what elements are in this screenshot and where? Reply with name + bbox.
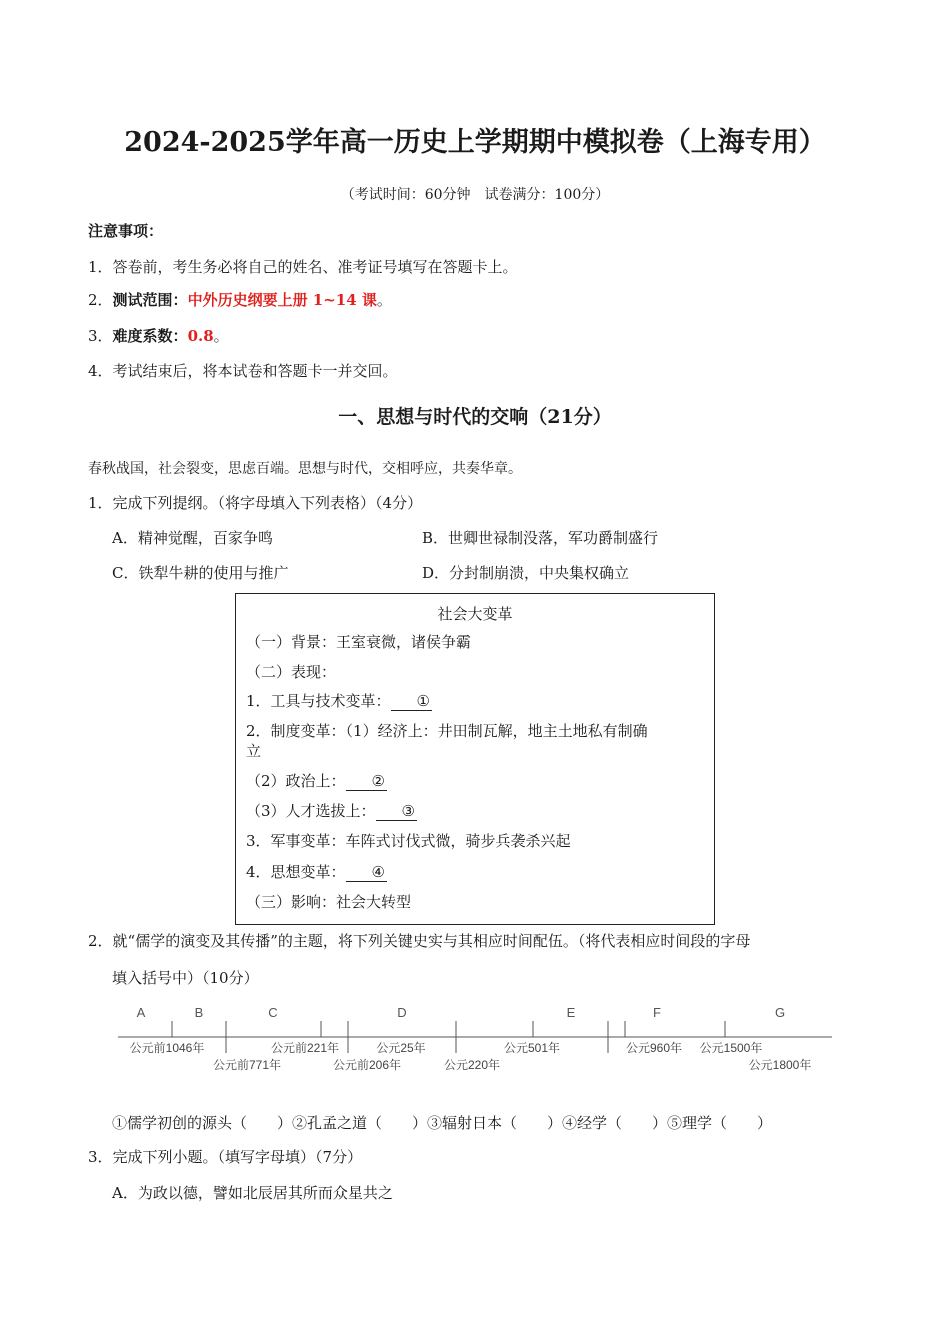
period-b: B (194, 1005, 204, 1020)
q1-option-d: D．分封制崩溃，中央集权确立 (422, 564, 630, 582)
outline-tools (246, 690, 432, 711)
notice-item-3-number: 3． (88, 327, 113, 345)
blank-4[interactable]: ④ (346, 864, 387, 882)
q1-option-b: B．世卿世禄制没落，军功爵制盛行 (422, 529, 659, 547)
q1-option-a: A．精神觉醒，百家争鸣 (112, 529, 273, 547)
period-f: F (653, 1005, 661, 1020)
question-3-stem: 3．完成下列小题。（填写字母填）（7分） (88, 1148, 363, 1166)
blank-2[interactable]: ② (346, 773, 387, 791)
timeline (0, 995, 950, 1085)
outline-politics-label: （2）政治上： (246, 772, 346, 790)
period-d: D (397, 1005, 407, 1020)
notice-item-3 (88, 325, 229, 346)
outline-talent-label: （3）人才选拔上： (246, 802, 376, 820)
period-g: G (774, 1005, 786, 1020)
outline-title: 社会大变革 (437, 605, 513, 623)
outline-system-1: 2．制度变革：（1）经济上：井田制瓦解，地主土地私有制确 (246, 722, 648, 740)
outline-system-2: 立 (246, 742, 262, 760)
question-1-stem: 1．完成下列提纲。（将字母填入下列表格）（4分） (88, 494, 423, 512)
period-e: E (566, 1005, 576, 1020)
label-25ad: 公元25年 (376, 1041, 426, 1055)
outline-thought (246, 861, 387, 882)
label-1800ad: 公元1800年 (748, 1058, 812, 1072)
q1-option-c: C．铁犁牛耕的使用与推广 (112, 564, 289, 582)
outline-tools-label: 1．工具与技术变革： (246, 692, 391, 710)
section-intro: 春秋战国，社会裂变，思虑百端。思想与时代，交相呼应，共奏华章。 (88, 461, 522, 477)
notice-item-4: 4．考试结束后，将本试卷和答题卡一并交回。 (88, 362, 398, 380)
label-771bc: 公元前771年 (212, 1058, 282, 1072)
difficulty-value: 0.8 (187, 327, 214, 345)
exam-info: （考试时间：60分钟 试卷满分：100分） (340, 187, 610, 203)
outline-military: 3．军事变革：车阵式讨伐式微，骑步兵袭杀兴起 (246, 832, 571, 850)
section-heading: 一、思想与时代的交响（21分） (338, 406, 612, 428)
q3-option-a: A．为政以德，譬如北辰居其所而众星共之 (112, 1184, 393, 1202)
notice-item-1: 1．答卷前，考生务必将自己的姓名、准考证号填写在答题卡上。 (88, 258, 518, 276)
period-c: C (268, 1005, 278, 1020)
outline-thought-label: 4．思想变革： (246, 863, 346, 881)
question-2-stem-line1: 2．就“儒学的演变及其传播”的主题，将下列关键史实与其相应时间配伍。（将代表相应时间段的字母 (88, 932, 751, 950)
page-title: 2024-2025学年高一历史上学期期中模拟卷（上海专用） (124, 127, 826, 158)
label-206bc: 公元前206年 (332, 1058, 402, 1072)
label-1500ad: 公元1500年 (699, 1041, 763, 1055)
q2-answer-slots[interactable]: ①儒学初创的源头（ ）②孔孟之道（ ）③辐射日本（ ）④经学（ ）⑤理学（ ） (112, 1114, 773, 1132)
notice-item-2-number: 2． (88, 291, 113, 309)
outline-background: （一）背景：王室衰微，诸侯争霸 (246, 633, 472, 651)
label-220ad: 公元220年 (443, 1058, 501, 1072)
label-501ad: 公元501年 (503, 1041, 561, 1055)
label-221bc: 公元前221年 (270, 1041, 340, 1055)
outline-talent (246, 800, 417, 821)
outline-politics (246, 770, 387, 791)
label-1046bc: 公元前1046年 (129, 1041, 205, 1055)
outline-manifestation: （二）表现： (246, 663, 337, 681)
notice-item-2-end: 。 (376, 291, 392, 309)
label-960ad: 公元960年 (625, 1041, 683, 1055)
outline-box (235, 593, 715, 925)
blank-3[interactable]: ③ (376, 803, 417, 821)
notice-item-2-label: 测试范围： (112, 291, 188, 309)
notice-heading: 注意事项： (88, 222, 164, 240)
notice-item-3-end: 。 (213, 327, 229, 345)
notice-item-2 (88, 289, 392, 310)
question-2-stem-line2: 填入括号中）（10分） (112, 969, 259, 987)
outline-impact: （三）影响：社会大转型 (246, 893, 412, 911)
test-scope: 中外历史纲要上册 1~14 课 (187, 291, 377, 309)
period-a: A (136, 1005, 146, 1020)
notice-item-3-label: 难度系数： (112, 327, 188, 345)
blank-1[interactable]: ① (391, 693, 432, 711)
